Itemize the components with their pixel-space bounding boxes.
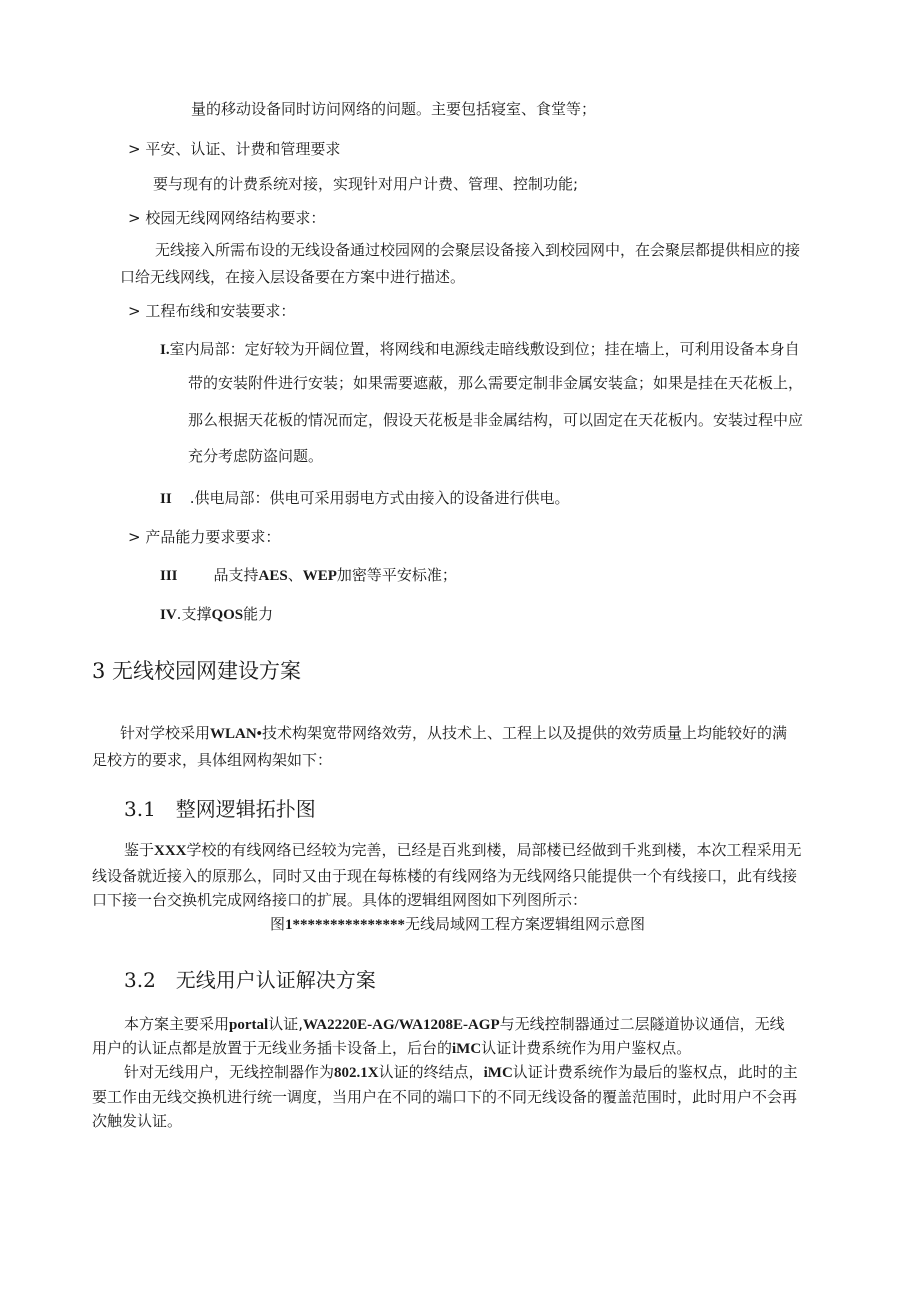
- text-span: 鉴于: [124, 841, 155, 859]
- text-line: 口给无线网线，在接入层设备要在方案中进行描述。: [120, 268, 466, 286]
- figure-caption: [270, 914, 645, 935]
- list-text: 能力: [243, 605, 274, 623]
- paragraph-line: [124, 1014, 785, 1035]
- text-span: 针对学校采用: [120, 724, 211, 742]
- section-heading: 3 无线校园网建设方案: [92, 659, 302, 683]
- list-text: 加密等平安标准；: [336, 566, 457, 584]
- text-line: 充分考虑防盗问题。: [188, 447, 324, 465]
- text-span: portal: [229, 1017, 269, 1033]
- list-number: IV: [160, 607, 177, 623]
- list-item: [160, 565, 457, 586]
- paragraph-line: 线设备就近接入的原那么，同时又由于现在每栋楼的有线网络为无线网络只能提供一个有线接口，此有线接: [92, 867, 798, 885]
- list-text: WEP: [302, 568, 337, 584]
- text-span: iMC: [483, 1065, 513, 1081]
- paragraph-line: 足校方的要求，具体组网构架如下：: [92, 751, 333, 769]
- text-span: 无线局域网工程方案逻辑组网示意图: [405, 915, 646, 933]
- paragraph-line: [124, 840, 802, 861]
- text-span: XXX: [154, 843, 187, 859]
- list-text: .支撑: [176, 605, 212, 623]
- text-span: WLAN•: [210, 726, 262, 742]
- text-line: 要与现有的计费系统对接，实现针对用户计费、管理、控制功能;: [153, 175, 579, 193]
- text-span: 本方案主要采用: [124, 1015, 230, 1033]
- text-span: 认证,: [268, 1015, 303, 1033]
- list-item: [160, 488, 569, 509]
- list-text: 品支持: [213, 566, 259, 584]
- text-span: WA2220E-AG/WA1208E-AGP: [302, 1017, 500, 1033]
- bullet-heading: > 工程布线和安装要求：: [128, 302, 296, 320]
- paragraph-line: 要工作由无线交换机进行统一调度，当用户在不同的端口下的不同无线设备的覆盖范围时，此时用户不会再: [92, 1088, 798, 1106]
- text-span: 802.1X: [334, 1065, 379, 1081]
- text-span: 学校的有线网络已经较为完善，已经是百兆到楼，局部楼已经做到千兆到楼，本次工程采用无: [186, 841, 802, 859]
- paragraph-line: [120, 723, 787, 744]
- text-span: 与无线控制器通过二层隧道协议通信，无线: [499, 1015, 785, 1033]
- list-item: [160, 604, 273, 625]
- text-span: 技术构架宽带网络效劳，从技术上、工程上以及提供的效劳质量上均能较好的满: [261, 724, 787, 742]
- text-span: 针对无线用户，无线控制器作为: [124, 1063, 335, 1081]
- subsection-heading: 3.1 整网逻辑拓扑图: [124, 797, 316, 821]
- text-span: 图: [270, 915, 286, 933]
- paragraph-line: [124, 1062, 798, 1083]
- text-span: 1***************: [285, 917, 406, 933]
- list-item: [160, 339, 800, 360]
- list-number: III: [160, 568, 178, 584]
- list-number: II: [160, 491, 172, 507]
- text-line: 无线接入所需布设的无线设备通过校园网的会聚层设备接入到校园网中，在会聚层都提供相应的接: [155, 241, 801, 259]
- text-line: 量的移动设备同时访问网络的问题。主要包括寝室、食堂等；: [191, 100, 597, 118]
- list-text: .供电局部：供电可采用弱电方式由接入的设备进行供电。: [189, 489, 570, 507]
- bullet-heading: > 产品能力要求要求：: [128, 528, 281, 546]
- text-span: iMC: [452, 1041, 482, 1057]
- text-span: 认证的终结点，: [378, 1063, 484, 1081]
- paragraph-line: 口下接一台交换机完成网络接口的扩展。具体的逻辑组网图如下列图所示：: [92, 891, 588, 909]
- list-text: QOS: [211, 607, 244, 623]
- text-span: 认证计费系统作为最后的鉴权点，此时的主: [512, 1063, 798, 1081]
- text-line: 那么根据天花板的情况而定，假设天花板是非金属结构，可以固定在天花板内。安装过程中应: [188, 411, 804, 429]
- text-line: 带的安装附件进行安装；如果需要遮蔽，那么需要定制非金属安装盒；如果是挂在天花板上，: [188, 374, 804, 392]
- bullet-heading: > 校园无线网网络结构要求：: [128, 209, 326, 227]
- subsection-heading: 3.2 无线用户认证解决方案: [124, 968, 376, 992]
- text-span: 用户的认证点都是放置于无线业务插卡设备上，后台的: [92, 1039, 453, 1057]
- paragraph-line: 次触发认证。: [92, 1112, 183, 1130]
- paragraph-line: [92, 1038, 691, 1059]
- list-text: AES: [258, 568, 288, 584]
- bullet-heading: > 平安、认证、计费和管理要求: [128, 140, 341, 158]
- text-span: 认证计费系统作为用户鉴权点。: [481, 1039, 692, 1057]
- list-text: 、: [287, 566, 303, 584]
- list-number: I.: [160, 342, 170, 358]
- list-text: 室内局部：定好较为开阔位置，将网线和电源线走暗线敷设到位；挂在墙上，可利用设备本身自: [169, 340, 800, 358]
